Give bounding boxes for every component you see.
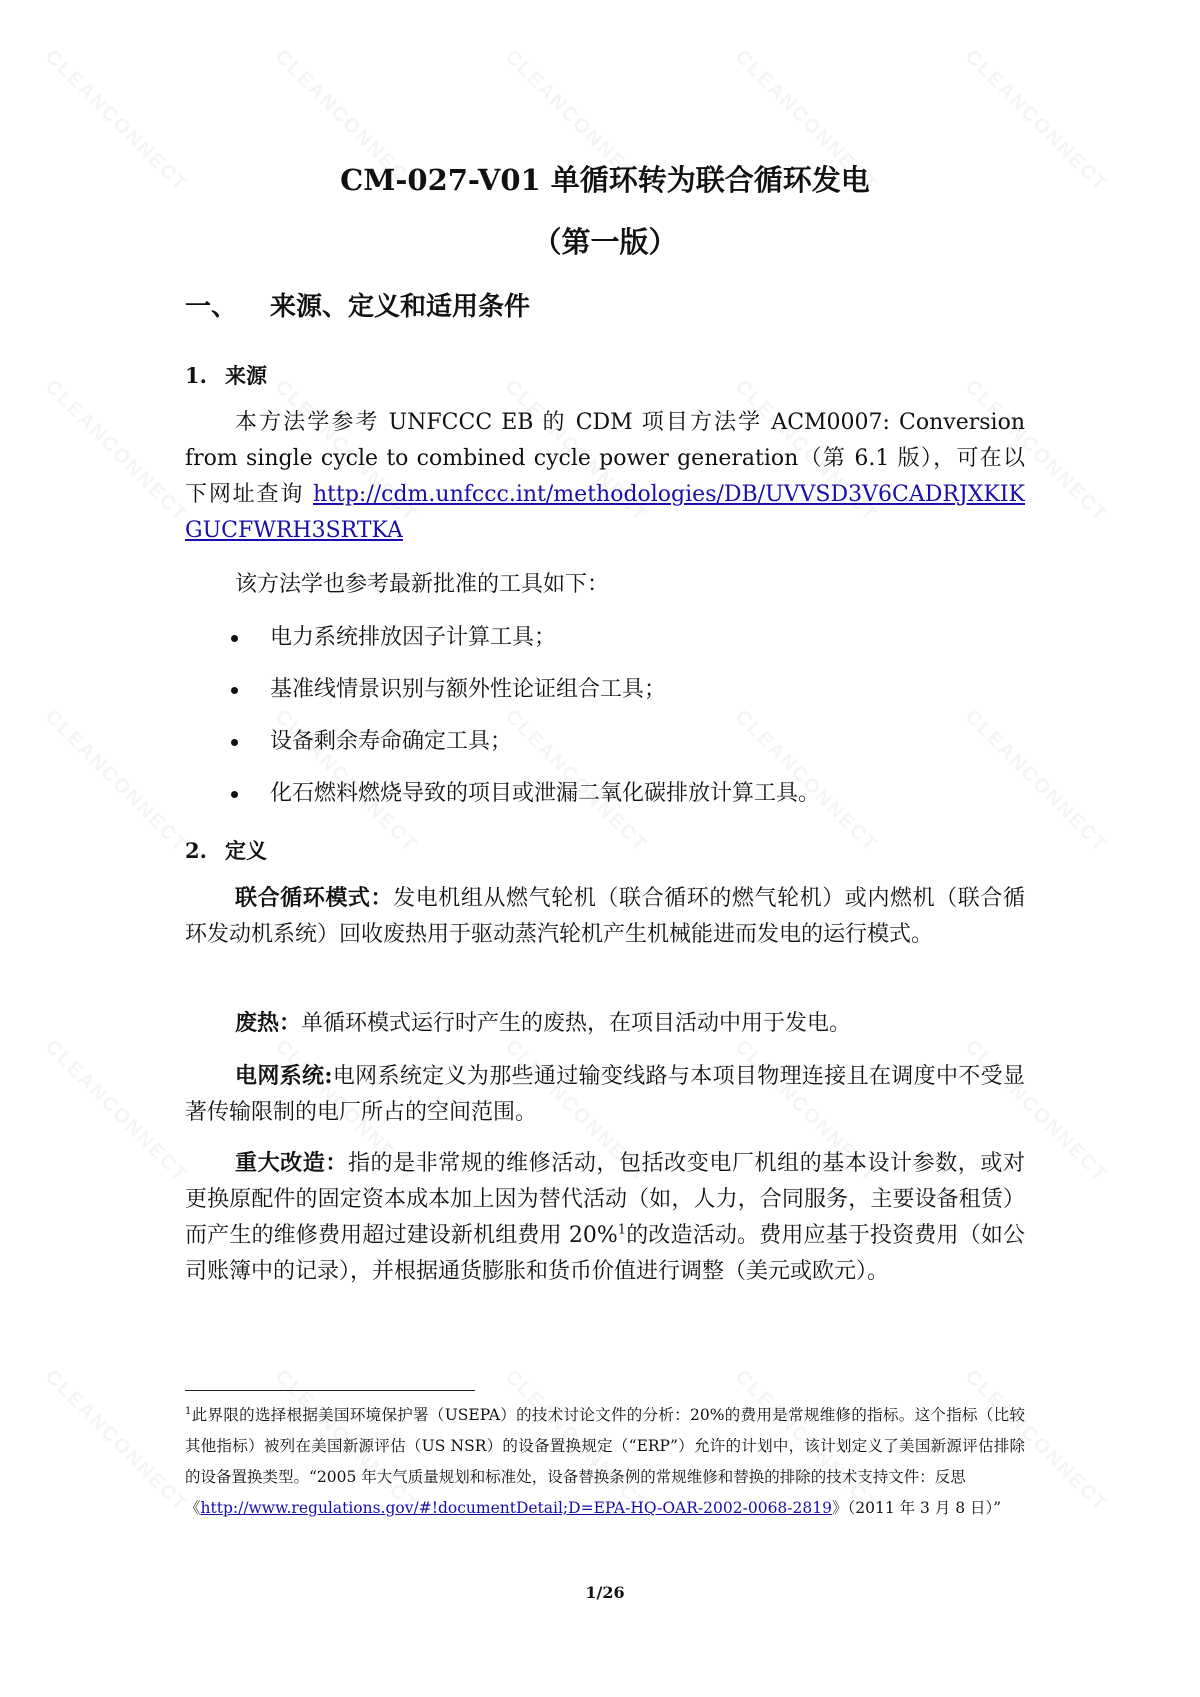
definition-major-retrofit: 重大改造：指的是非常规的维修活动，包括改变电厂机组的基本设计参数，或对更换原配件的固定资本成本加上因为替代活动（如，人力，合同服务，主要设备租赁）而产生的维修费用超过建设新机组费用 20%$^1$的改造活动。费用应基于投资费用（如公司账簿中的记录），并根据通货膨胀和货币价值进行调整（美元或欧元）。 (185, 1150, 1025, 1284)
document-subtitle: （第一版） (532, 225, 678, 259)
list-item: 基准线情景识别与额外性论证组合工具； (185, 672, 1025, 724)
methodology-link[interactable]: http://cdm.unfccc.int/methodologies/DB/UVVSD3V6CADRJXKIKGUCFWRH3SRTKA (185, 482, 1025, 543)
list-item: 设备剩余寿命确定工具； (185, 724, 1025, 776)
definitions-title: 定义 (225, 838, 267, 863)
watermark-text (40, 376, 192, 528)
definition-text: 单循环模式运行时产生的废热，在项目活动中用于发电。 (301, 1011, 852, 1036)
definitions-number: 2. (185, 838, 207, 863)
definition-text: 发电机组从燃气轮机（联合循环的燃气轮机）或内燃机（联合循环发动机系统）回收废热用于驱动蒸汽轮机产生机械能进而发电的运行模式。 (185, 886, 1025, 947)
footnote-text: 此界限的选择根据美国环境保护署（USEPA）的技术讨论文件的分析：20%的费用是常规维修的指标。这个指标（比较其他指标）被列在美国新源评估（US NSR）的设备置换规定（“ERP”）允许的计划中，该计划定义了美国新源评估排除的设备置换类型。“2005 年大气质量规划和标准处，设备替换条例的常规维修和替换的排除的技术支持文件：反思 (185, 1406, 1025, 1486)
page-number: 1/26 (585, 1583, 625, 1602)
definition-waste-heat: 废热：单循环模式运行时产生的废热，在项目活动中用于发电。 (235, 1010, 852, 1036)
footnote: $^1$此界限的选择根据美国环境保护署（USEPA）的技术讨论文件的分析：20%的费用是常规维修的指标。这个指标（比较其他指标）被列在美国新源评估（US NSR）的设备置换规定（“ERP”）允许的计划中，该计划定义了美国新源评估排除的设备置换类型。“2005 年大气质量规划和标准处，设备替换条例的常规维修和替换的排除的技术支持文件：反思 《http://www.regulations.gov/#!documentDetail;D=EPA-HQ-OAR-2002-0068-2819》（2011 年 3 月 8 日）” (185, 1405, 1025, 1517)
definition-combined-cycle: 联合循环模式：发电机组从燃气轮机（联合循环的燃气轮机）或内燃机（联合循环发动机系统）回收废热用于驱动蒸汽轮机产生机械能进而发电的运行模式。 (185, 885, 1025, 947)
bullet-icon (231, 687, 238, 694)
watermark-text (40, 1036, 192, 1188)
watermark-text (40, 46, 192, 198)
source-paragraph (185, 405, 1025, 549)
bullet-icon (231, 635, 238, 642)
source-heading (185, 360, 267, 390)
section-title: 来源、定义和适用条件 (270, 292, 531, 322)
watermark-text (40, 1366, 192, 1518)
source-text: 本方法学参考 UNFCCC EB 的 CDM 项目方法学 ACM0007: Conversion from single cycle to combined cycle power generation（第 6.1 版），可在以下网址查询 (185, 410, 1025, 507)
bullet-icon (231, 791, 238, 798)
list-item: 电力系统排放因子计算工具； (185, 620, 1025, 672)
definition-term: 电网系统 (235, 1063, 325, 1089)
section-heading (185, 286, 530, 323)
document-title: CM-027-V01 单循环转为联合循环发电 (340, 163, 870, 197)
footnote-link[interactable]: http://www.regulations.gov/#!documentDetail;D=EPA-HQ-OAR-2002-0068-2819 (200, 1499, 832, 1517)
section-number: 一、 (185, 292, 238, 322)
definition-text: 电网系统定义为那些通过输变线路与本项目物理连接且在调度中不受显著传输限制的电厂所占的空间范围。 (185, 1064, 1025, 1125)
footnote-number: 1 (185, 1405, 192, 1417)
list-item: 化石燃料燃烧导致的项目或泄漏二氧化碳排放计算工具。 (185, 776, 1025, 828)
tools-intro: 该方法学也参考最新批准的工具如下： (235, 572, 610, 597)
tools-list (185, 620, 1025, 828)
definition-term: 联合循环模式 (235, 885, 371, 911)
definition-term: 废热 (235, 1010, 280, 1036)
footnote-divider (185, 1390, 475, 1391)
definition-grid-system: 电网系统:电网系统定义为那些通过输变线路与本项目物理连接且在调度中不受显著传输限制的电厂所占的空间范围。 (185, 1063, 1025, 1125)
source-number: 1. (185, 363, 207, 388)
source-title: 来源 (225, 363, 267, 388)
footnote-marker[interactable]: 1 (617, 1222, 627, 1238)
watermark-text (40, 706, 192, 858)
definitions-heading (185, 835, 267, 865)
bullet-icon (231, 739, 238, 746)
definition-term: 重大改造 (235, 1150, 326, 1176)
